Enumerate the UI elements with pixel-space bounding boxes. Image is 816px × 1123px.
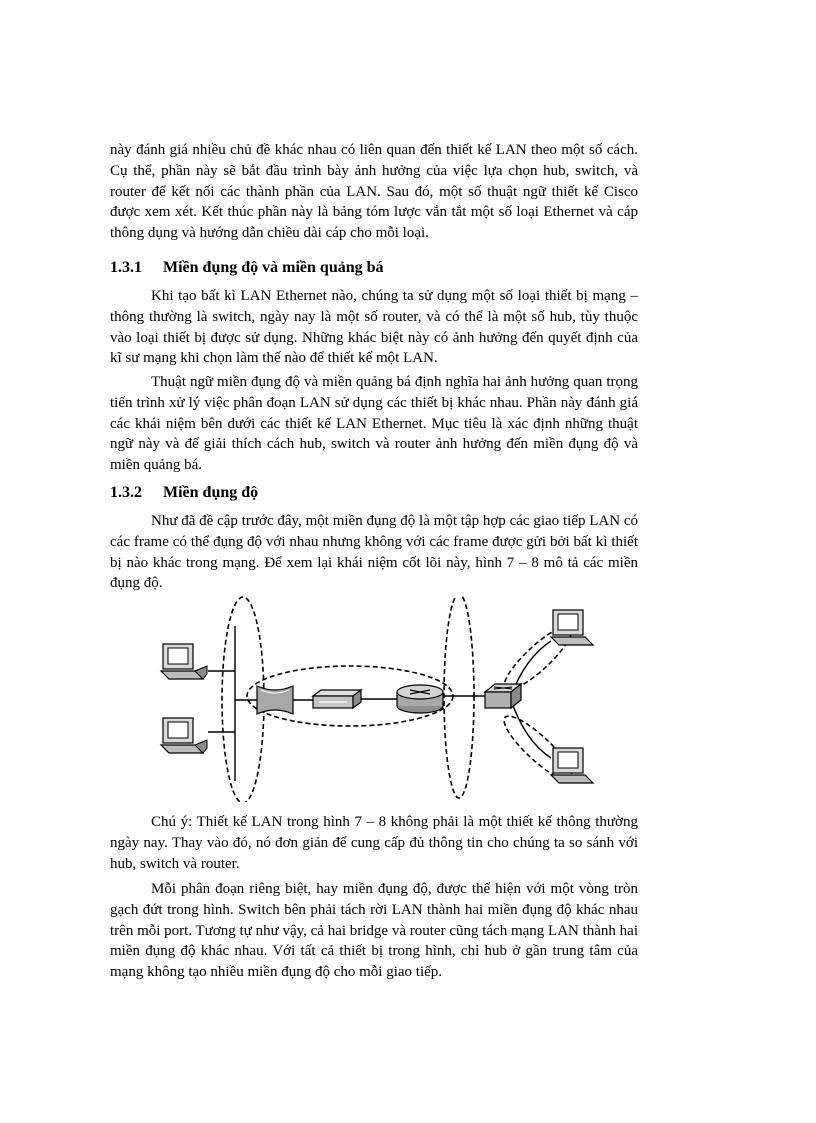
intro-paragraph: này đánh giá nhiều chủ đề khác nhau có liên quan đến thiết kế LAN theo một số cách. Cụ thể, phần này sẽ bắt đầu trình bày ảnh hưởng của việc lựa chọn hub, switch, và router để kết nối các thành phần của LAN. Sau đó, một số thuật ngữ thiết kế Cisco được xem xét. Kết thúc phần này là bảng tóm lược vắn tắt một số loại Ethernet và cáp thông dụng và hướng dẫn chiều dài cáp cho mỗi loại. [110, 142, 638, 242]
pc-icon [551, 610, 593, 645]
section-number: 1.3.2 [110, 484, 142, 501]
hub-icon [313, 690, 361, 708]
section-number: 1.3.1 [110, 259, 142, 276]
section-1-3-2-paragraph-1: Như đã đề cập trước đây, một miền đụng độ là một tập hợp các giao tiếp LAN có các frame có thể đụng độ với nhau nhưng không với các frame được gửi bởi bất kì thiết bị nào khác trong mạng. Để xem lại khái niệm cốt lõi này, hình 7 – 8 mô tả các miền đụng độ. [110, 513, 638, 592]
switch-icon [485, 684, 521, 708]
bridge-icon [257, 686, 293, 714]
pc-icon [161, 718, 207, 753]
section-heading-1-3-1 [110, 259, 384, 277]
pc-icon [551, 748, 593, 783]
figure-note-paragraph: Chú ý: Thiết kế LAN trong hình 7 – 8 không phải là một thiết kế thông thường ngày nay. Thay vào đó, nó đơn giản để cung cấp đủ thông tin cho chúng ta so sánh với hub, switch và router. [110, 814, 638, 872]
router-icon [397, 685, 443, 713]
collision-domain-circle-right [444, 596, 474, 798]
switch-pc-lower-cable [511, 700, 551, 758]
section-1-3-1-paragraph-2: Thuật ngữ miền đụng độ và miền quảng bá định nghĩa hai ảnh hưởng quan trọng tiến trình xử lý việc phân đoạn LAN sử dụng các thiết bị khác nhau. Phần này đánh giá các khái niệm bên dưới các thiết kế LAN Ethernet. Mục tiêu là xác định những thuật ngữ này và để giải thích cách hub, switch và router ảnh hưởng đến miền đụng độ và miền quảng bá. [110, 374, 638, 474]
collision-domain-diagram [153, 596, 599, 802]
pc-icon [161, 644, 207, 679]
section-title: Miền đụng độ và miền quảng bá [163, 259, 384, 276]
section-title: Miền đụng độ [163, 484, 259, 501]
closing-paragraph: Mỗi phân đoạn riêng biệt, hay miền đụng độ, được thể hiện với một vòng tròn gạch đứt trong hình. Switch bên phải tách rời LAN thành hai miền đụng độ khác nhau trên mỗi port. Tương tự như vậy, cả hai bridge và router cũng tách mạng LAN thành hai miền đụng độ khác nhau. Với tất cả thiết bị trong hình, chỉ hub ở gần trung tâm của mạng không tạo nhiều miền đụng độ cho mỗi giao tiếp. [110, 881, 639, 981]
section-heading-1-3-2 [110, 484, 258, 502]
section-1-3-1-paragraph-1: Khi tạo bất kì LAN Ethernet nào, chúng ta sử dụng một số loại thiết bị mạng – thông thường là switch, ngày nay là một số router, và có thể là một số hub, tùy thuộc vào loại thiết bị được sử dụng. Những khác biệt này có ảnh hưởng đến quyết định của kĩ sư mạng khi chọn làm thế nào để thiết kế một LAN. [110, 288, 638, 367]
